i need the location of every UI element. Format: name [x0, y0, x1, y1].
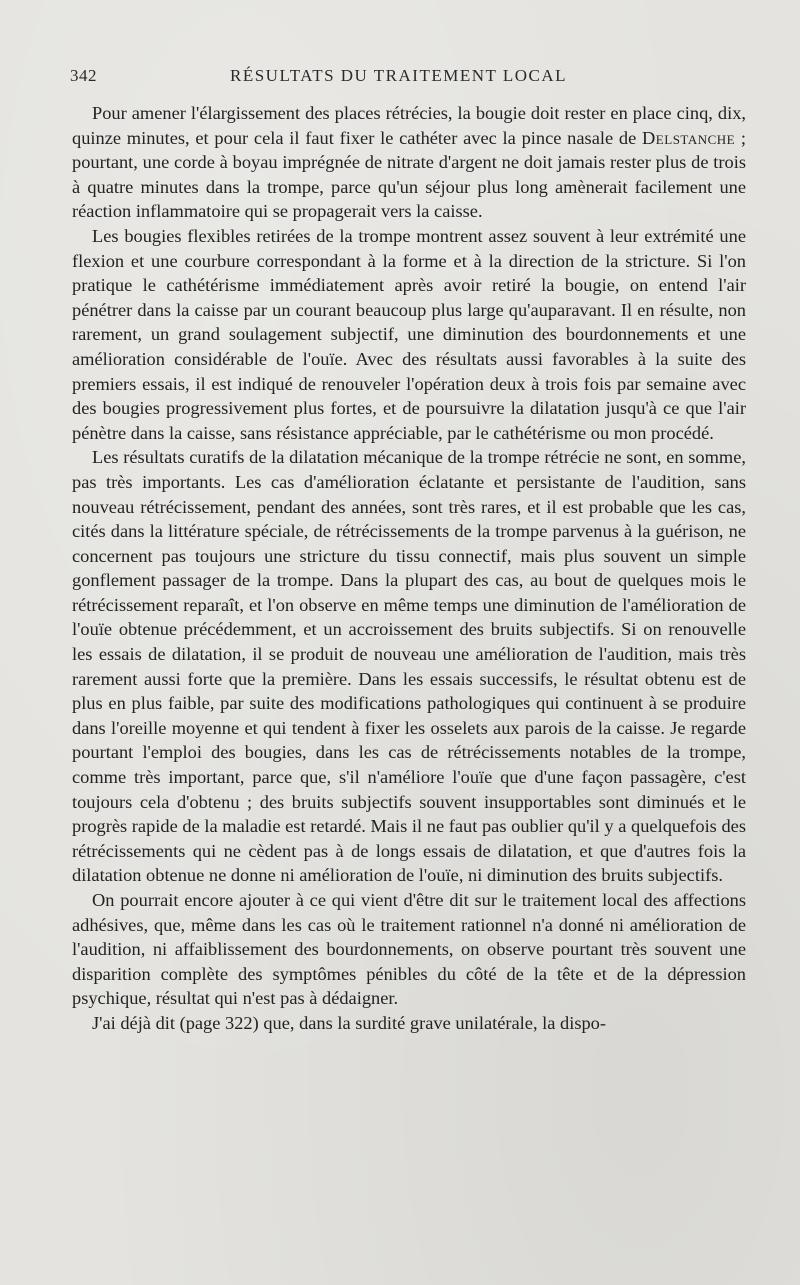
paragraph-1-text-start: Pour amener l'élargissement des places rétrécies, la bougie doit rester en place cinq, dix, quinze minutes, et pour cela il faut fixer le cathéter avec la pince nasale de — [72, 103, 746, 148]
paragraph-3: Les résultats curatifs de la dilatation mécanique de la trompe rétrécie ne sont, en somme, pas très importants. Les cas d'amélioration éclatante et persistante de l'audition, sans nouveau rétrécissement, pendant des années, sont très rares, et il est probable que les cas, cités dans la littérature spéciale, de rétrécissements de la trompe parvenus à la guérison, ne concernent pas toujours une stricture du tissu connectif, mais plus souvent un simple gonflement passager de la trompe. Dans la plupart des cas, au bout de quelques mois le rétrécissement reparaît, et l'on observe en même temps une diminution de l'amélioration de l'ouïe obtenue précédemment, et un accroissement des bruits subjectifs. Si on renouvelle les essais de dilatation, il se produit de nouveau une amélioration de l'audition, mais très rarement aussi forte que la première. Dans les essais successifs, le résultat obtenu est de plus en plus faible, par suite des modifications pathologiques qui continuent à se produire dans l'oreille moyenne et qui tendent à fixer les osselets aux parois de la caisse. Je regarde pourtant l'emploi des bougies, dans les cas de rétrécissements notables de la trompe, comme très important, parce que, s'il n'améliore l'ouïe que d'une façon passagère, c'est toujours cela d'obtenu ; des bruits subjectifs souvent insupportables sont diminués et le progrès rapide de la maladie est retardé. Mais il ne faut pas oublier qu'il y a quelquefois des rétrécissements qui ne cèdent pas à de longs essais de dilatation, et que d'autres fois la dilatation obtenue ne donne ni amélioration de l'ouïe, ni diminution des bruits subjectifs. — [72, 447, 746, 886]
body-text — [72, 101, 746, 1036]
paragraph-1-text-end: ; pourtant, une corde à boyau imprégnée de nitrate d'argent ne doit jamais rester plus de trois à quatre minutes dans la trompe, parce qu'un séjour plus long amènerait facilement une réaction inflammatoire qui se propagerait vers la caisse. — [72, 127, 746, 222]
running-title: RÉSULTATS DU TRAITEMENT LOCAL — [230, 66, 567, 85]
paragraph-4: On pourrait encore ajouter à ce qui vient d'être dit sur le traitement local des affections adhésives, que, même dans les cas où le traitement rationnel n'a donné ni amélioration de l'audition, ni affaiblissement des bourdonnements, on observe pourtant très souvent une disparition complète des symptômes pénibles du côté de la tête et de la dépression psychique, résultat qui n'est pas à dédaigner. — [72, 890, 746, 1009]
paragraph-2: Les bougies flexibles retirées de la trompe montrent assez souvent à leur extrémité une flexion et une courbure correspondant à la forme et à la direction de la stricture. Si l'on pratique le cathétérisme immédiatement après avoir retiré la bougie, on entend l'air pénétrer dans la caisse par un courant beaucoup plus large qu'auparavant. Il en résulte, non rarement, un grand soulagement subjectif, une diminution des bourdonnements et une amélioration considérable de l'ouïe. Avec des résultats aussi favorables à la suite des premiers essais, il est indiqué de renouveler l'opération deux à trois fois par semaine avec des bougies progressivement plus fortes, et de poursuivre la dilatation jusqu'à ce que l'air pénètre dans la caisse, sans résistance appréciable, par le cathétérisme ou mon procédé. — [72, 225, 746, 443]
page-header — [70, 66, 742, 90]
paragraph-1 — [72, 101, 746, 224]
author-name-delstanche: Delstanche — [642, 127, 736, 148]
page-number: 342 — [70, 66, 97, 85]
paragraph-5: J'ai déjà dit (page 322) que, dans la surdité grave unilatérale, la dispo- — [92, 1012, 606, 1033]
